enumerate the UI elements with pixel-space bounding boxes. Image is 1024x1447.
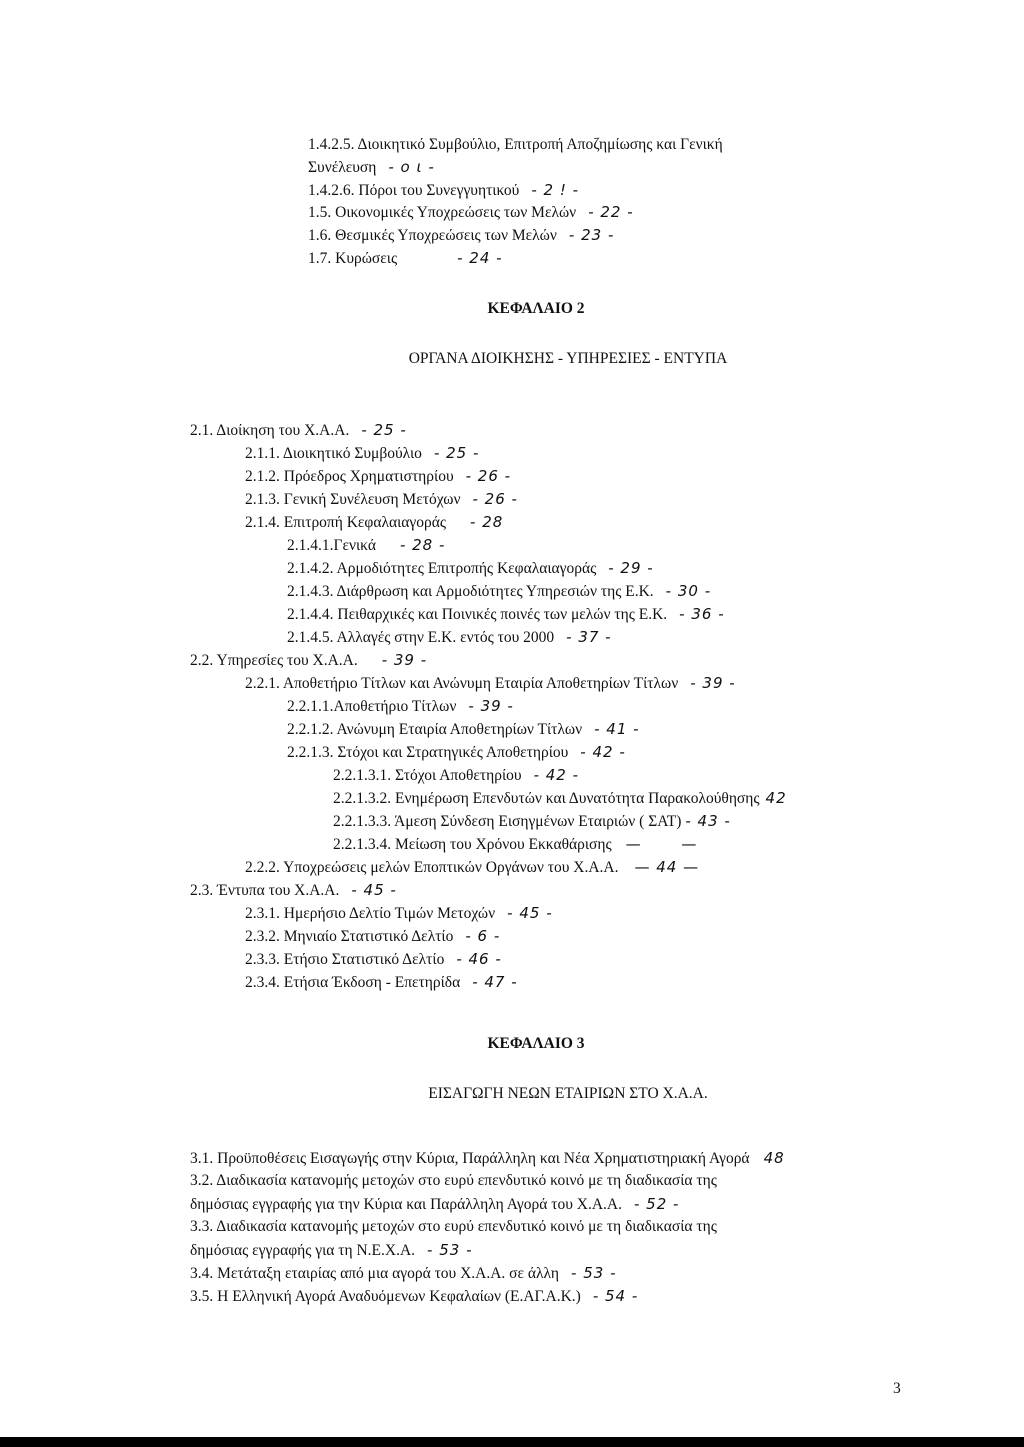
handwritten-page-number: - 43 - (685, 812, 731, 830)
toc-line: 2.1.4.4. Πειθαρχικές και Ποινικές ποινές των μελών της Ε.Κ. - 36 - (287, 605, 725, 623)
handwritten-page-number: - 25 - (433, 444, 480, 462)
toc-line: 3.3. Διαδικασία κατανομής μετοχών στο ευρύ επενδυτικό κοινό με τη διαδικασία της (190, 1218, 717, 1235)
handwritten-page-number: - 52 - (633, 1195, 680, 1213)
handwritten-page-number: - 45 - (507, 904, 553, 922)
handwritten-page-number: - 28 - (399, 536, 446, 554)
toc-line: δημόσιας εγγραφής για τη Ν.Ε.Χ.Α. - 53 - (190, 1241, 473, 1259)
toc-line: 2.1.1. Διοικητικό Συμβούλιο - 25 - (245, 444, 480, 462)
toc-line: 2.3.2. Μηνιαίο Στατιστικό Δελτίο - 6 - (245, 927, 501, 945)
handwritten-page-number: - 25 - (361, 421, 407, 439)
toc-line: 3.5. Η Ελληνική Αγορά Αναδυόμενων Κεφαλαίων (Ε.ΑΓ.Α.Κ.) - 54 - (190, 1287, 639, 1305)
toc-line: 2.1. Διοίκηση του Χ.Α.Α. - 25 - (190, 421, 407, 439)
toc-line: 3.2. Διαδικασία κατανομής μετοχών στο ευρύ επενδυτικό κοινό με τη διαδικασία της (190, 1172, 717, 1189)
toc-line: 2.1.4.5. Αλλαγές στην Ε.Κ. εντός του 2000 - 37 - (287, 628, 612, 646)
toc-line: 1.5. Οικονομικές Υποχρεώσεις των Μελών - 22 - (308, 203, 634, 221)
handwritten-page-number: - 39 - (381, 651, 428, 669)
toc-line: 2.1.4.1.Γενικά - 28 - (287, 536, 446, 554)
page-number: 3 (893, 1380, 901, 1397)
toc-line: 2.3. Έντυπα του Χ.Α.Α. - 45 - (190, 881, 397, 899)
toc-line: 2.1.4.2. Αρμοδιότητες Επιτροπής Κεφαλαιαγοράς - 29 - (287, 559, 654, 577)
toc-line: 1.7. Κυρώσεις - 24 - (308, 249, 503, 267)
toc-line: 2.2.1.3.2. Ενημέρωση Επενδυτών και Δυνατότητα Παρακολούθησης 42 (333, 789, 787, 807)
toc-line: 2.1.2. Πρόεδρος Χρηματιστηρίου - 26 - (245, 467, 512, 485)
toc-line: 1.4.2.5. Διοικητικό Συμβούλιο, Επιτροπή Αποζημίωσης και Γενική (308, 136, 723, 153)
handwritten-page-number: - ο ι - (388, 158, 435, 176)
handwritten-page-number: - 39 - (468, 697, 514, 715)
toc-line: 2.2.1.3.3. Άμεση Σύνδεση Εισηγμένων Εταιριών ( ΣΑΤ) - 43 - (333, 812, 731, 830)
toc-line: 2.3.1. Ημερήσιο Δελτίο Τιμών Μετοχών - 45 - (245, 904, 553, 922)
chapter-3-title: ΕΙΣΑΓΩΓΗ ΝΕΩΝ ΕΤΑΙΡΙΩΝ ΣΤΟ Χ.Α.Α. (428, 1085, 708, 1102)
handwritten-page-number: - 30 - (665, 582, 712, 600)
toc-line: 2.3.3. Ετήσιο Στατιστικό Δελτίο - 46 - (245, 950, 502, 968)
toc-line: 2.1.4.3. Διάρθρωση και Αρμοδιότητες Υπηρεσιών της Ε.Κ. - 30 - (287, 582, 712, 600)
toc-line: 2.2.1.3.4. Μείωση του Χρόνου Εκκαθάρισης — — (333, 835, 698, 853)
handwritten-page-number: - 2 ! - (531, 181, 580, 199)
handwritten-page-number: - 6 - (465, 927, 501, 945)
toc-line: 1.6. Θεσμικές Υποχρεώσεις των Μελών - 23 - (308, 226, 615, 244)
handwritten-page-number: - 41 - (594, 720, 640, 738)
toc-line: 1.4.2.6. Πόροι του Συνεγγυητικού - 2 ! - (308, 181, 580, 199)
handwritten-page-number: - 39 - (690, 674, 736, 692)
handwritten-page-number: - 22 - (588, 203, 634, 221)
handwritten-page-number: — — (625, 835, 698, 853)
handwritten-page-number: - 24 - (457, 249, 503, 267)
toc-line: 2.2.1.3. Στόχοι και Στρατηγικές Αποθετηρίου - 42 - (287, 743, 626, 761)
handwritten-page-number: - 53 - (427, 1241, 473, 1259)
toc-line: 2.2.1.1.Αποθετήριο Τίτλων - 39 - (287, 697, 514, 715)
toc-line: 2.2.1.2. Ανώνυμη Εταιρία Αποθετηρίων Τίτλων - 41 - (287, 720, 640, 738)
toc-line: δημόσιας εγγραφής για την Κύρια και Παράλληλη Αγορά του Χ.Α.Α. - 52 - (190, 1195, 680, 1213)
handwritten-page-number: - 28 (470, 513, 504, 531)
toc-line: 2.2.2. Υποχρεώσεις μελών Εποπτικών Οργάνων του Χ.Α.Α. — 44 — (245, 858, 700, 876)
toc-line: 2.2. Υπηρεσίες του Χ.Α.Α. - 39 - (190, 651, 428, 669)
handwritten-page-number: - 47 - (472, 973, 518, 991)
toc-line: 2.2.1.3.1. Στόχοι Αποθετηρίου - 42 - (333, 766, 580, 784)
handwritten-page-number: - 42 - (533, 766, 580, 784)
toc-line: 3.1. Προϋποθέσεις Εισαγωγής στην Κύρια, Παράλληλη και Νέα Χρηματιστηριακή Αγορά 48 (190, 1149, 785, 1167)
handwritten-page-number: - 36 - (679, 605, 725, 623)
toc-line: 2.2.1. Αποθετήριο Τίτλων και Ανώνυμη Εταιρία Αποθετηρίων Τίτλων - 39 - (245, 674, 736, 692)
handwritten-page-number: - 53 - (571, 1264, 617, 1282)
handwritten-page-number: - 26 - (472, 490, 518, 508)
toc-line: 2.3.4. Ετήσια Έκδοση - Επετηρίδα - 47 - (245, 973, 518, 991)
toc-line: Συνέλευση - ο ι - (308, 158, 435, 176)
chapter-2-label: ΚΕΦΑΛΑΙΟ 2 (487, 300, 585, 317)
handwritten-page-number: - 23 - (568, 226, 615, 244)
toc-line: 2.1.4. Επιτροπή Κεφαλαιαγοράς - 28 (245, 513, 504, 531)
handwritten-page-number: - 45 - (351, 881, 397, 899)
chapter-3-label: ΚΕΦΑΛΑΙΟ 3 (487, 1035, 585, 1052)
handwritten-page-number: 48 (763, 1149, 785, 1167)
handwritten-page-number: - 42 - (580, 743, 626, 761)
handwritten-page-number: - 26 - (465, 467, 512, 485)
handwritten-page-number: - 37 - (566, 628, 612, 646)
handwritten-page-number: 42 (765, 789, 787, 807)
handwritten-page-number: - 46 - (456, 950, 502, 968)
handwritten-page-number: - 54 - (592, 1287, 639, 1305)
toc-line: 3.4. Μετάταξη εταιρίας από μια αγορά του Χ.Α.Α. σε άλλη - 53 - (190, 1264, 617, 1282)
handwritten-page-number: - 29 - (608, 559, 654, 577)
toc-line: 2.1.3. Γενική Συνέλευση Μετόχων - 26 - (245, 490, 518, 508)
chapter-2-title: ΟΡΓΑΝΑ ΔΙΟΙΚΗΣΗΣ - ΥΠΗΡΕΣΙΕΣ - ΕΝΤΥΠΑ (408, 350, 728, 367)
handwritten-page-number: — 44 — (634, 858, 700, 876)
